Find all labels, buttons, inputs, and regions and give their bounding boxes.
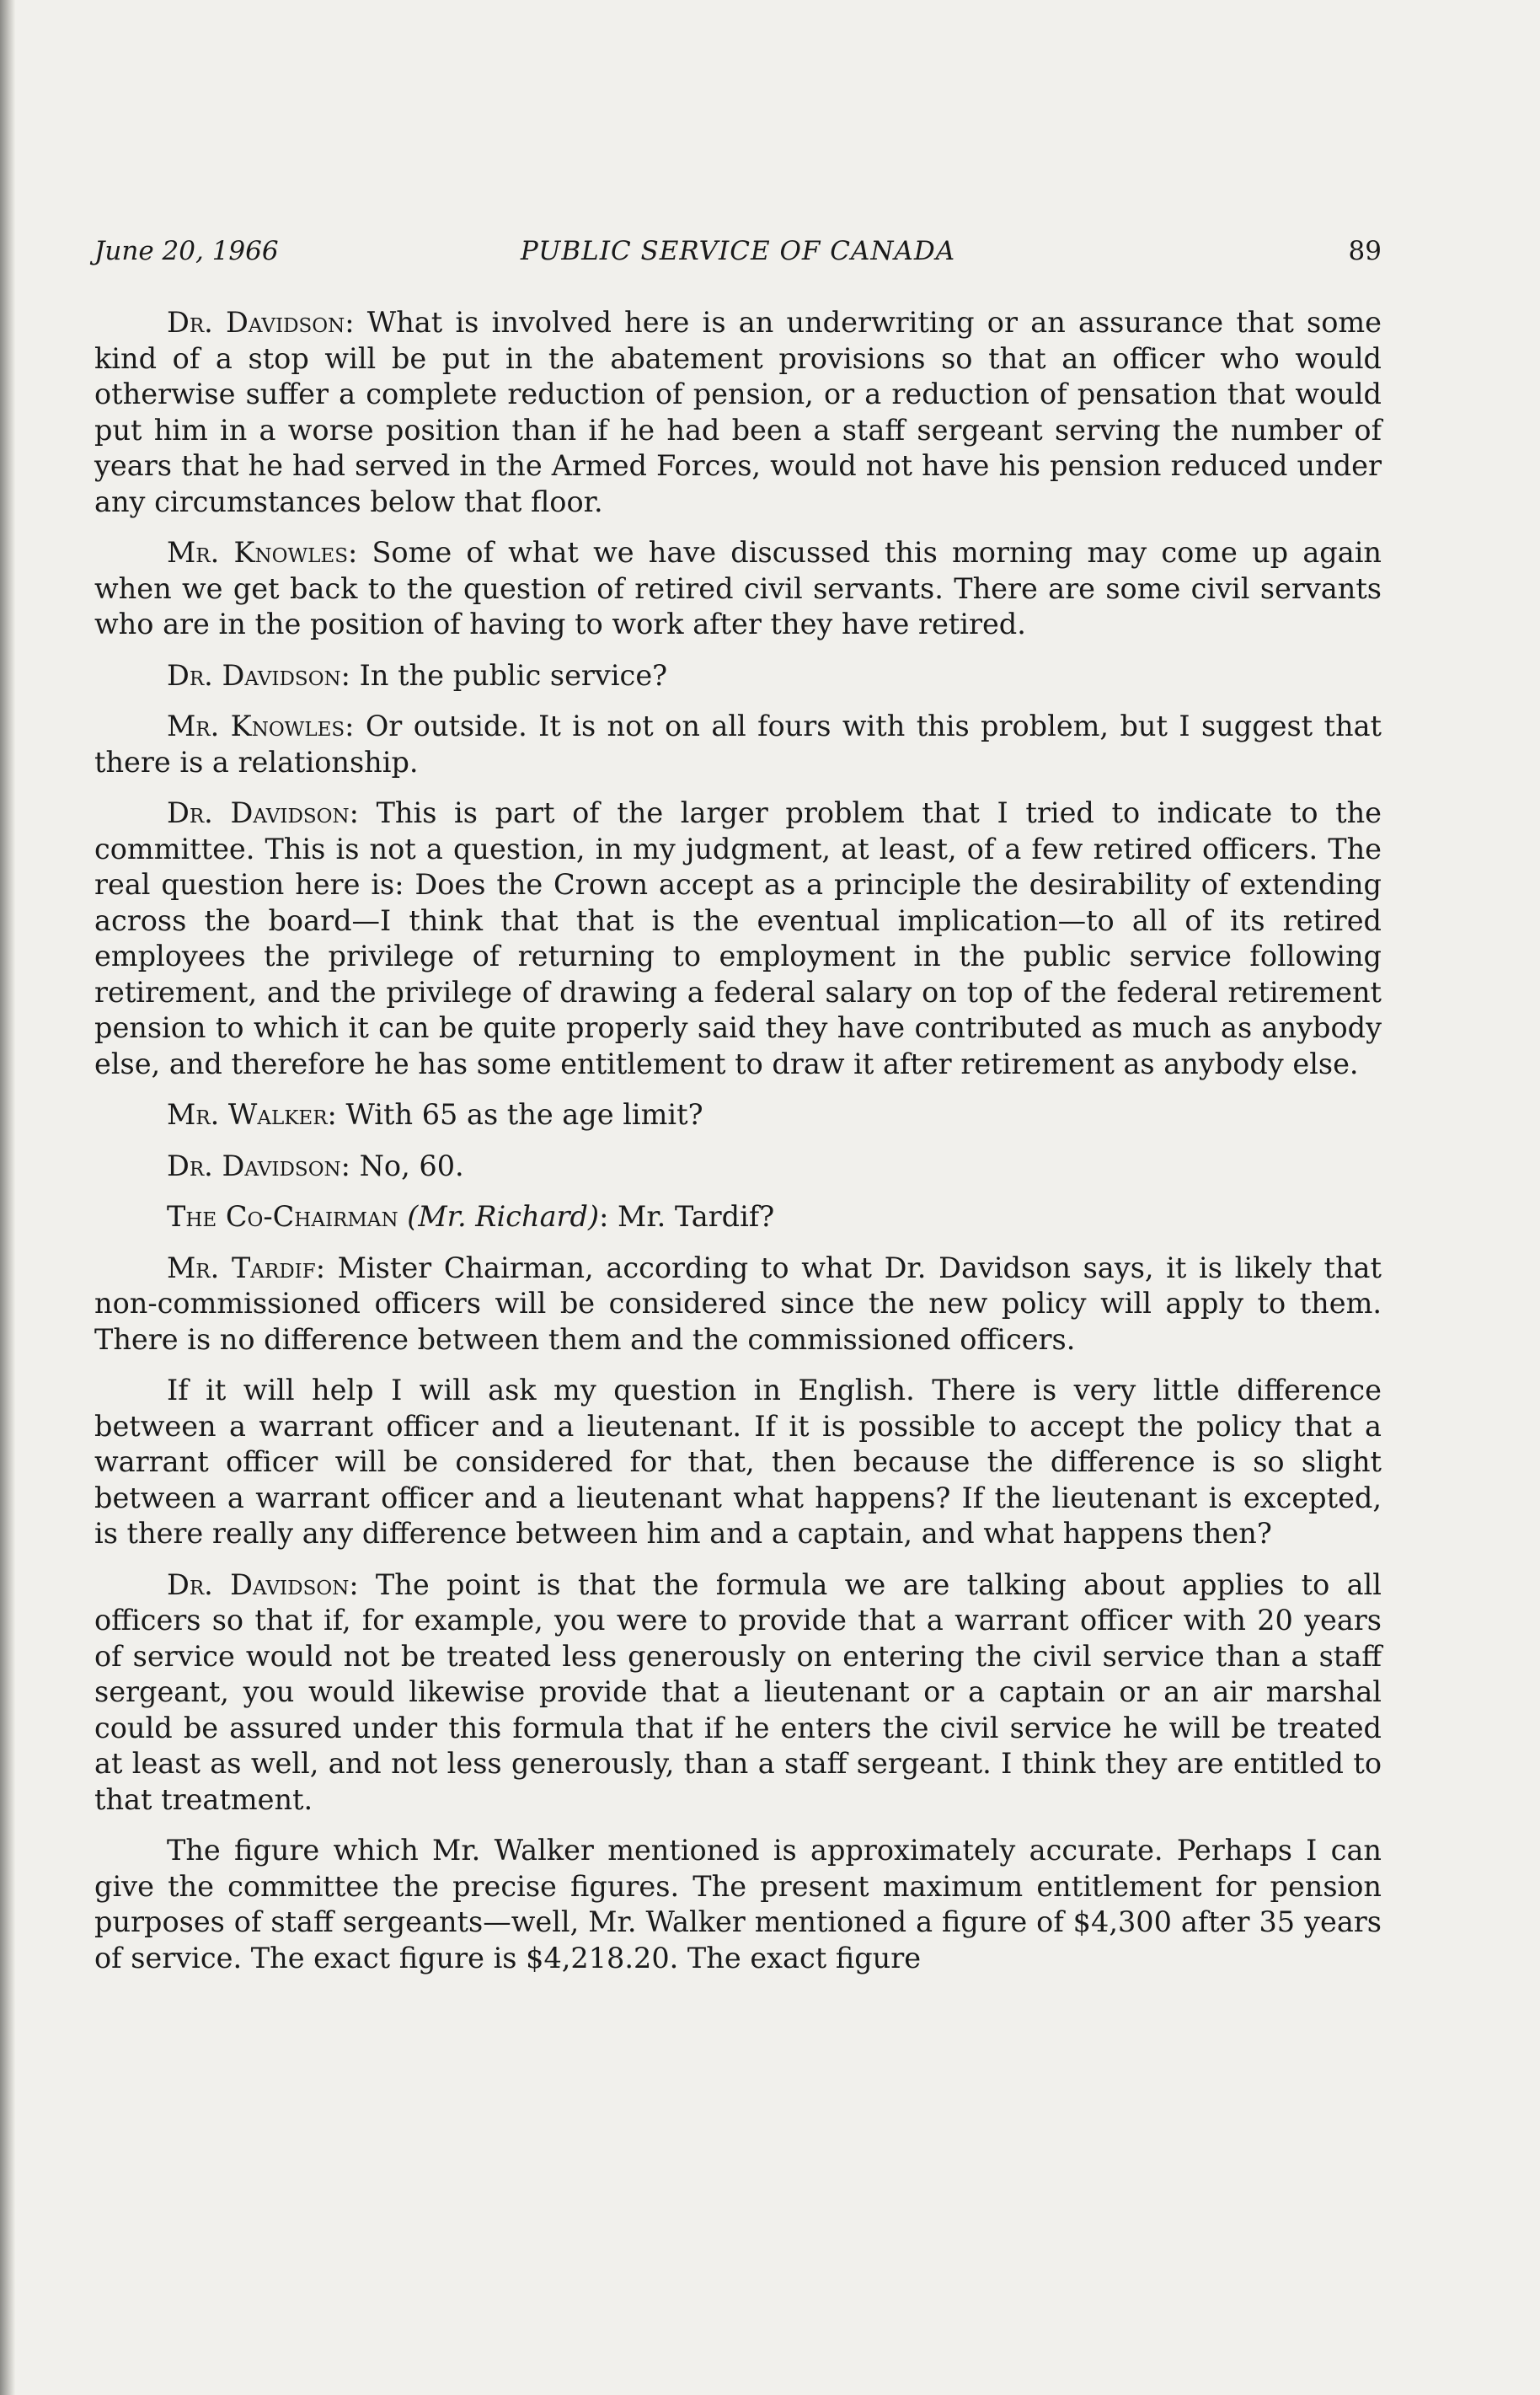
header-date: June 20, 1966 bbox=[94, 236, 279, 266]
paragraph-11 bbox=[94, 1567, 1382, 1819]
speech-text: The point is that the formula we are talking about applies to all officers so that if, for example, you were to provide that a warrant officer with 20 years of service would not be treated less generously on entering the civil service than a staff sergeant, you would likewise provide that a lieutenant or a captain or an air marshal could be assured under this formula that if he enters the civil service he will be treated at least as well, and not less generously, than a staff sergeant. I think they are entitled to that treatment. bbox=[94, 1567, 1382, 1816]
speech-text: What is involved here is an underwriting or an assurance that some kind of a stop will be put in the abatement provisions so that an officer who would otherwise suffer a complete reduction of pension, or a reduction of pensation that would put him in a worse position than if he had been a staff sergeant serving the number of years that he had served in the Armed Forces, would not have his pension reduced under any circumstances below that floor. bbox=[94, 306, 1382, 518]
speaker-label: Dr. Davidson: bbox=[167, 1567, 359, 1601]
paragraph-6 bbox=[94, 1097, 1382, 1133]
speech-text: Mister Chairman, according to what Dr. Davidson says, it is likely that non-commissioned officers will be considered since the new policy will apply to them. There is no difference between them and the commissioned officers. bbox=[94, 1251, 1382, 1356]
speaker-label: Dr. Davidson: bbox=[167, 1149, 350, 1182]
paragraph-1 bbox=[94, 305, 1382, 520]
running-head bbox=[94, 226, 1382, 276]
speech-text: : Mr. Tardif? bbox=[599, 1200, 775, 1233]
paragraph-4 bbox=[94, 709, 1382, 780]
speaker-label: Dr. Davidson: bbox=[167, 796, 359, 829]
header-title: PUBLIC SERVICE OF CANADA bbox=[520, 236, 956, 266]
speaker-label: Mr. Walker: bbox=[167, 1098, 337, 1131]
speaker-label: Mr. Tardif: bbox=[167, 1251, 325, 1284]
paragraph-7 bbox=[94, 1149, 1382, 1185]
paragraph-5 bbox=[94, 796, 1382, 1082]
page-number: 89 bbox=[1348, 236, 1382, 266]
speech-text: In the public service? bbox=[350, 658, 668, 692]
speaker-label: Mr. Knowles: bbox=[167, 710, 355, 742]
paragraph-2 bbox=[94, 535, 1382, 643]
paragraph-8 bbox=[94, 1199, 1382, 1235]
transcript-body bbox=[94, 305, 1382, 1976]
speech-text: Some of what we have discussed this morning may come up again when we get back to the question of retired civil servants. There are some civil servants who are in the position of having to work after they have retired. bbox=[94, 536, 1382, 640]
speaker-label: The Co-Chairman bbox=[167, 1200, 398, 1233]
binding-edge bbox=[0, 0, 15, 2395]
speech-text: The figure which Mr. Walker mentioned is approximately accurate. Perhaps I can give the committee the precise figures. The present maximum entitlement for pension purposes of staff sergeants—well, Mr. Walker mentioned a figure of $4,300 after 35 years of service. The exact figure is $4,218.20. The exact figure bbox=[94, 1834, 1382, 1974]
speech-text: If it will help I will ask my question in English. There is very little difference between a warrant officer and a lieutenant. If it is possible to accept the policy that a warrant officer will be considered for that, then because the difference is so slight between a warrant officer and a lieutenant what happens? If the lieutenant is excepted, is there really any difference between him and a captain, and what happens then? bbox=[94, 1374, 1382, 1550]
speech-text: Or outside. It is not on all fours with this problem, but I suggest that there is a relationship. bbox=[94, 710, 1382, 779]
paragraph-9 bbox=[94, 1251, 1382, 1358]
paragraph-12 bbox=[94, 1833, 1382, 1976]
speaker-label: Dr. Davidson: bbox=[167, 306, 355, 339]
paragraph-3 bbox=[94, 658, 1382, 694]
document-page bbox=[94, 226, 1382, 1991]
speech-text: No, 60. bbox=[350, 1149, 464, 1182]
paragraph-10 bbox=[94, 1373, 1382, 1552]
speaker-label: Dr. Davidson: bbox=[167, 658, 350, 692]
speech-text: This is part of the larger problem that I tried to indicate to the committee. This is not a question, in my judgment, at least, of a few retired officers. The real question here is: Does the Crown accept as a principle the desirability of extending across the board—I think that that is the eventual implication—to all of its retired employees the privilege of returning to employment in the public service following retirement, and the privilege of drawing a federal salary on top of the federal retirement pension to which it can be quite properly said they have contributed as much as anybody else, and therefore he has some entitlement to draw it after retirement as anybody else. bbox=[94, 796, 1382, 1080]
speaker-label: Mr. Knowles: bbox=[167, 536, 358, 569]
speech-text: With 65 as the age limit? bbox=[336, 1098, 703, 1131]
speaker-aside: (Mr. Richard) bbox=[398, 1200, 600, 1233]
